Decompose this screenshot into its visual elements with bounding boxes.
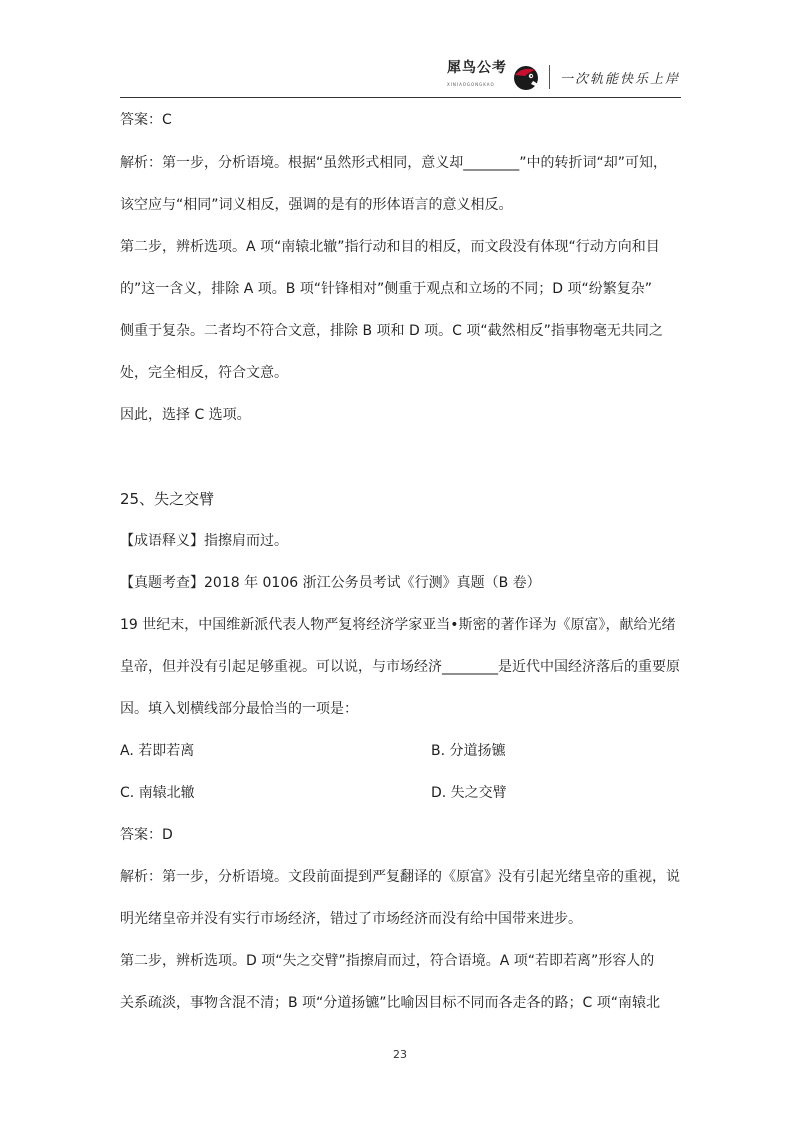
- question-stem-line: 19 世纪末，中国维新派代表人物严复将经济学家亚当•斯密的著作译为《原富》，献给光绪: [120, 617, 676, 633]
- answer: 答案：D: [120, 827, 173, 843]
- header-rule: [120, 97, 681, 98]
- option-c: C. 南辕北辙: [120, 785, 195, 801]
- page-number: 23: [393, 1048, 407, 1061]
- brand-subtitle: XINIAOGONGKAO: [446, 82, 495, 87]
- analysis-line: 关系疏淡，事物含混不清；B 项“分道扬镳”比喻因目标不同而各走各的路；C 项“南辕北: [120, 995, 661, 1011]
- analysis-line: 明光绪皇帝并没有实行市场经济，错过了市场经济而没有给中国带来进步。: [120, 911, 582, 927]
- header-slogan: 一次轨能快乐上岸: [559, 71, 680, 87]
- conclusion-prev: 因此，选择 C 选项。: [120, 407, 251, 423]
- hornbill-logo-icon: [511, 62, 541, 92]
- page-header: [120, 56, 680, 98]
- option-d: D. 失之交臂: [431, 785, 507, 801]
- analysis-prev-line: 解析：第一步，分析语境。根据“虽然形式相同，意义却________”中的转折词“却”可知，: [120, 155, 668, 171]
- analysis-prev-line: 侧重于复杂。二者均不符合文意，排除 B 项和 D 项。C 项“截然相反”指事物毫无共同之: [120, 323, 663, 339]
- brand-text-block: [447, 60, 509, 94]
- analysis-line: 第二步，辨析选项。D 项“失之交臂”指擦肩而过，符合语境。A 项“若即若离”形容人的: [120, 953, 655, 969]
- question-title: 25、失之交臂: [120, 490, 215, 508]
- question-source: 【真题考查】2018 年 0106 浙江公务员考试《行测》真题（B 卷）: [120, 575, 541, 591]
- question-stem-line: 皇帝，但并没有引起足够重视。可以说，与市场经济________是近代中国经济落后的重要原: [120, 659, 680, 675]
- brand-name: 犀鸟公考: [446, 60, 507, 76]
- idiom-meaning: 【成语释义】指擦肩而过。: [120, 533, 288, 549]
- brand-block: [447, 60, 680, 94]
- analysis-prev-line: 该空应与“相同”词义相反，强调的是有的形体语言的意义相反。: [120, 197, 513, 213]
- analysis-prev-line: 处，完全相反，符合文意。: [120, 365, 288, 381]
- answer-prev: 答案：C: [120, 112, 172, 128]
- question-stem-line: 因。填入划横线部分最恰当的一项是：: [120, 701, 358, 717]
- option-b: B. 分道扬镳: [431, 743, 506, 759]
- header-divider: [549, 65, 550, 89]
- analysis-prev-line: 的”这一含义，排除 A 项。B 项“针锋相对”侧重于观点和立场的不同；D 项“纷繁复杂”: [120, 281, 653, 297]
- analysis-line: 解析：第一步，分析语境。文段前面提到严复翻译的《原富》没有引起光绪皇帝的重视，说: [120, 869, 680, 885]
- analysis-prev-line: 第二步，辨析选项。A 项“南辕北辙”指行动和目的相反，而文段没有体现“行动方向和目: [120, 239, 660, 255]
- option-a: A. 若即若离: [120, 743, 195, 759]
